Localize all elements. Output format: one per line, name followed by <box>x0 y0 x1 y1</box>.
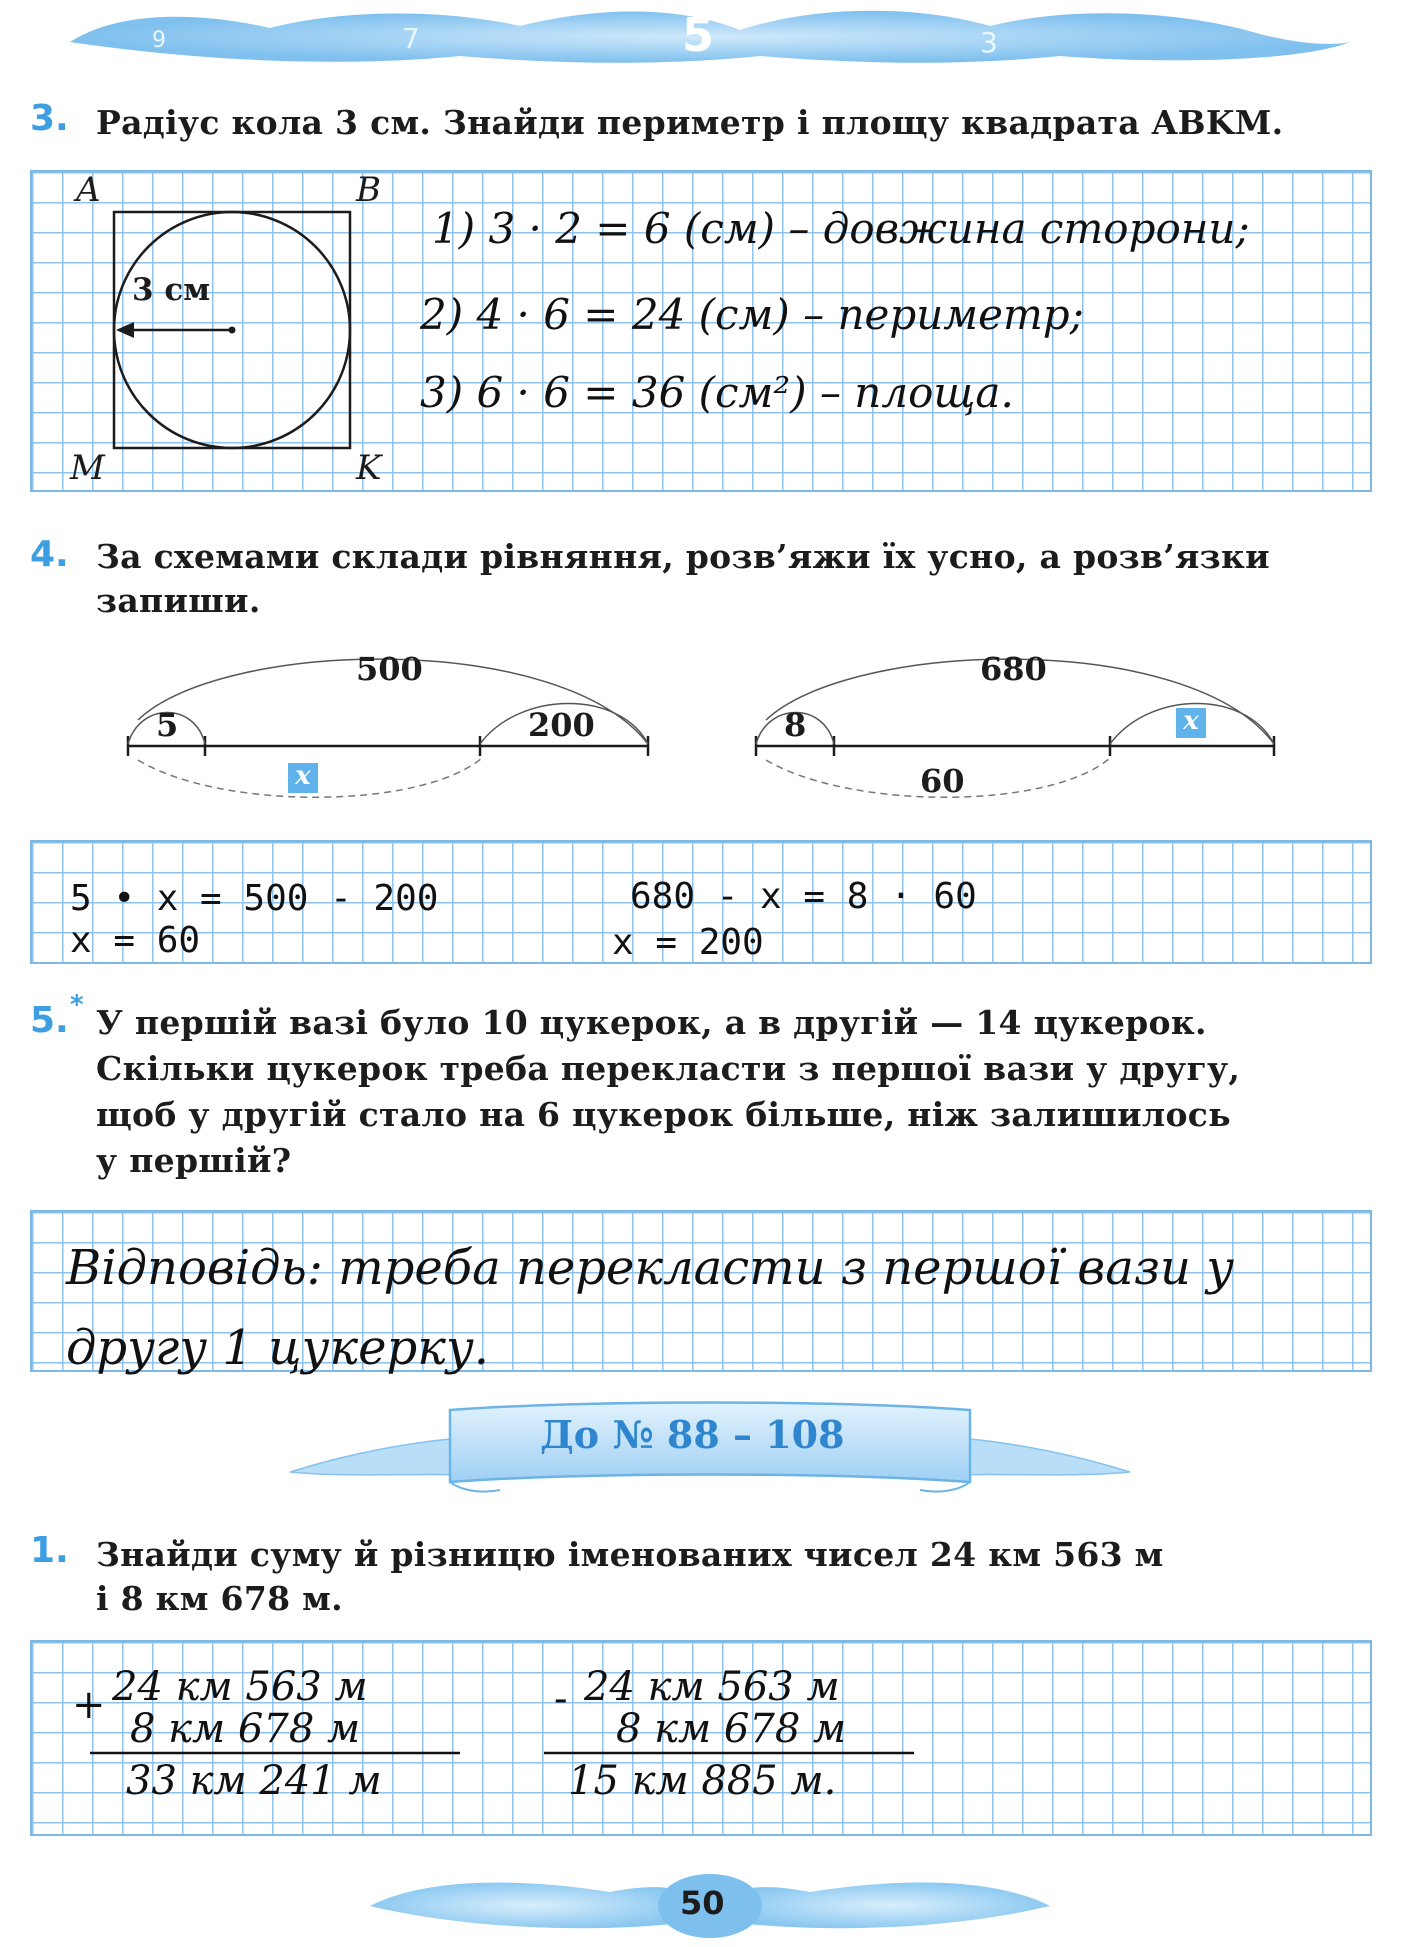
diff-result: 15 км 885 м. <box>568 1758 837 1804</box>
radius-label: 3 см <box>132 272 211 308</box>
sum-result: 33 км 241 м <box>126 1758 382 1804</box>
task5-line1: У першій вазі було 10 цукерок, а в другій — 14 цукерок. <box>96 1003 1207 1042</box>
task3-solution-line2: 2) 4 · 6 = 24 (см) – периметр; <box>420 290 1084 339</box>
section-banner-text: До № 88 – 108 <box>540 1412 845 1457</box>
scheme1-left: 5 <box>156 706 179 744</box>
vertex-label-m: M <box>70 448 105 488</box>
diff-rule <box>544 1750 924 1756</box>
diff-sign: - <box>554 1676 568 1722</box>
task3-figure <box>30 170 430 490</box>
page-number: 50 <box>680 1884 725 1922</box>
task4-number: 4. <box>30 534 69 575</box>
header-digit: 9 <box>152 28 166 53</box>
task4-text-line1: За схемами склади рівняння, розв’яжи їх усно, а розв’язки <box>96 537 1270 576</box>
task5-number: 5. <box>30 1000 69 1041</box>
task5-line3: щоб у другій стало на 6 цукерок більше, ніж залишилось <box>96 1095 1231 1134</box>
vertex-label-k: K <box>356 448 382 488</box>
task5-answer-line1: Відповідь: треба перекласти з першої вази у <box>66 1240 1235 1296</box>
vertex-label-b: B <box>356 170 381 210</box>
task1-number: 1. <box>30 1530 69 1571</box>
task5-line4: у першій? <box>96 1141 292 1180</box>
scheme1-unknown: x <box>288 763 318 793</box>
task5-answer-line2: другу 1 цукерку. <box>66 1320 490 1376</box>
task1-line2: і 8 км 678 м. <box>96 1579 343 1618</box>
header-digit: 3 <box>980 26 998 59</box>
vertex-label-a: A <box>76 170 101 210</box>
header-badge: 5 <box>682 8 715 62</box>
task4-answer-x2: x = 200 <box>612 922 764 963</box>
scheme2-left: 8 <box>784 706 807 744</box>
task3-solution-line3: 3) 6 · 6 = 36 (см²) – площа. <box>420 368 1014 417</box>
task4-answer-eq2: 680 - x = 8 · 60 <box>630 876 977 917</box>
sum-operand-b: 8 км 678 м <box>130 1706 361 1752</box>
task1-line1: Знайди суму й різницю іменованих чисел 24 км 563 м <box>96 1535 1164 1574</box>
task3-number: 3. <box>30 98 69 139</box>
task3-text: Радіус кола 3 см. Знайди периметр і площу квадрата ABKM. <box>96 103 1284 142</box>
task4-text-line2: запиши. <box>96 581 261 620</box>
diff-operand-b: 8 км 678 м <box>616 1706 847 1752</box>
task5-star: * <box>70 990 84 1020</box>
scheme2-unknown: x <box>1176 708 1206 738</box>
sum-sign: + <box>72 1682 106 1728</box>
sum-operand-a: 24 км 563 м <box>112 1664 368 1710</box>
diff-operand-a: 24 км 563 м <box>584 1664 840 1710</box>
task4-answer-x1: x = 60 <box>70 920 201 961</box>
header-digit: 7 <box>402 22 420 55</box>
sum-rule <box>90 1750 470 1756</box>
scheme2-total: 680 <box>980 650 1047 688</box>
task3-solution-line1: 1) 3 · 2 = 6 (см) – довжина сторони; <box>432 204 1250 253</box>
scheme1-total: 500 <box>356 650 423 688</box>
task4-answer-eq1: 5 • x = 500 - 200 <box>70 878 439 919</box>
task5-line2: Скільки цукерок треба перекласти з першої вази у другу, <box>96 1049 1241 1088</box>
scheme2-bottom: 60 <box>920 762 965 800</box>
scheme1-right: 200 <box>528 706 595 744</box>
